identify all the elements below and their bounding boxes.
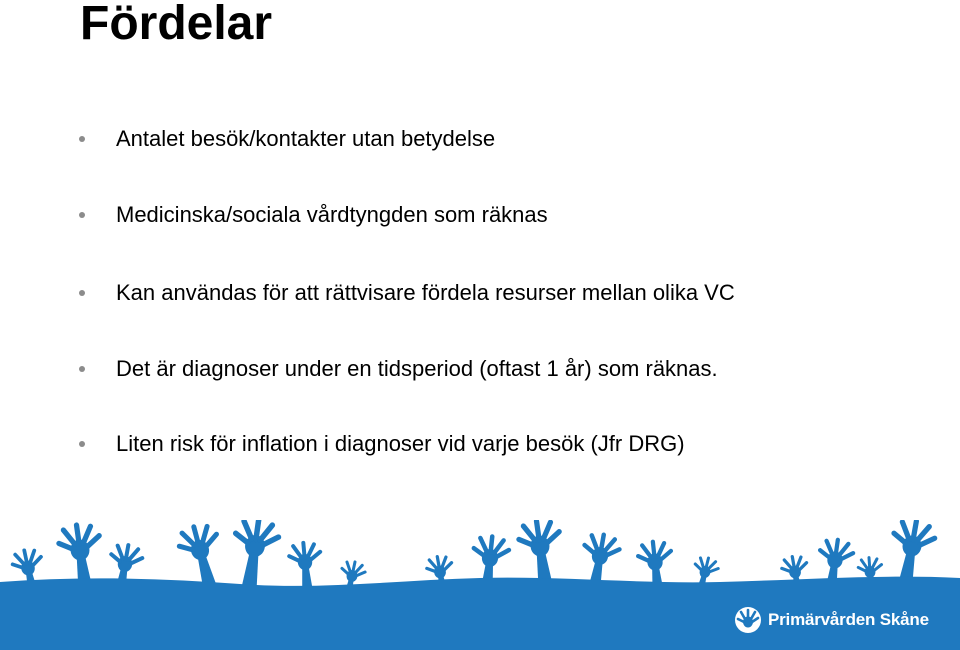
- bullet-item: [74, 124, 934, 154]
- slide-title: Fördelar: [80, 0, 273, 50]
- bullet-item: [74, 429, 934, 459]
- bullet-dot-icon: [79, 136, 85, 142]
- bullet-dot-icon: [79, 441, 85, 447]
- bullet-text: Antalet besök/kontakter utan betydelse: [116, 126, 496, 151]
- hand-logo-icon: [734, 606, 762, 634]
- bullet-item: [74, 354, 934, 384]
- bullet-text: Medicinska/sociala vårdtyngden som räknas: [116, 202, 548, 227]
- brand-logo: [734, 603, 929, 637]
- bullet-text: Liten risk för inflation i diagnoser vid varje besök (Jfr DRG): [116, 431, 685, 456]
- bullet-text: Det är diagnoser under en tidsperiod (oftast 1 år) som räknas.: [116, 356, 718, 381]
- bullet-dot-icon: [79, 212, 85, 218]
- bullet-item: [74, 200, 934, 230]
- bullet-text: Kan användas för att rättvisare fördela resurser mellan olika VC: [116, 280, 735, 305]
- bullet-item: [74, 278, 934, 308]
- bullet-dot-icon: [79, 366, 85, 372]
- bullet-dot-icon: [79, 290, 85, 296]
- brand-name: Primärvården Skåne: [768, 610, 929, 629]
